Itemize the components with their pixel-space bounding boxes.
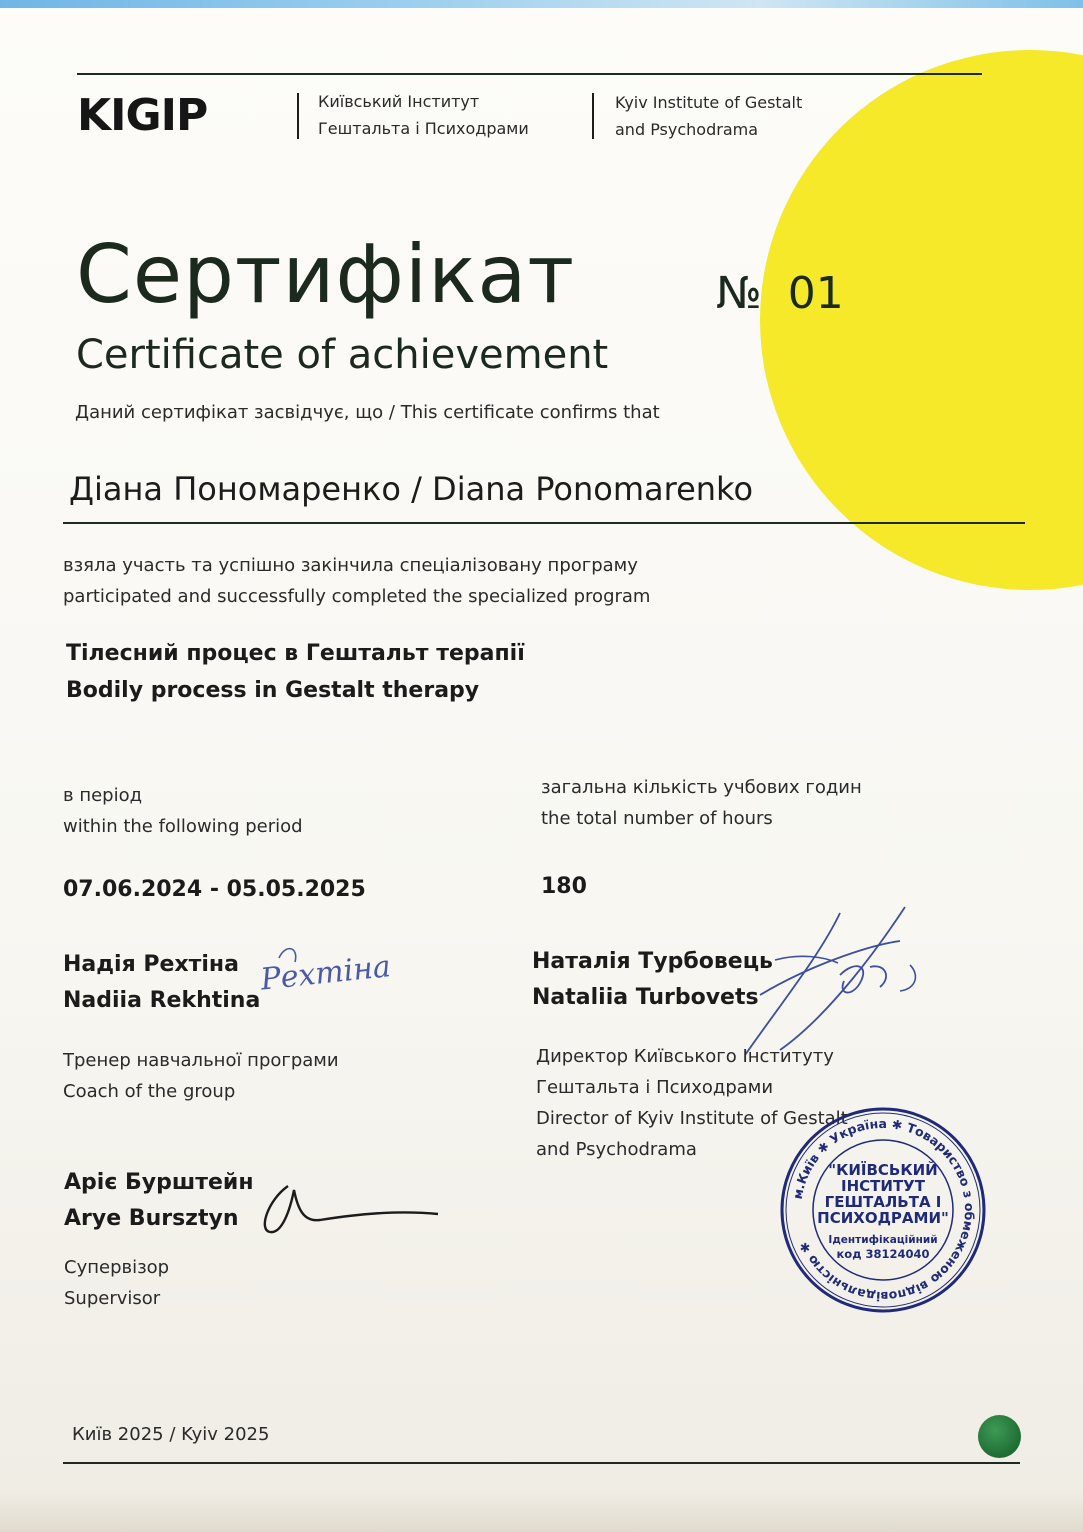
header-divider xyxy=(297,93,299,139)
recipient-name: Діана Пономаренко / Diana Ponomarenko xyxy=(69,470,754,508)
top-rule xyxy=(77,73,982,75)
number-value: 01 xyxy=(787,268,844,319)
scan-edge-top xyxy=(0,0,1083,8)
footer-city: Київ 2025 / Kyiv 2025 xyxy=(72,1424,270,1445)
official-stamp xyxy=(778,1105,988,1315)
certificate-title-en: Certificate of achievement xyxy=(76,332,609,378)
header-divider xyxy=(592,93,594,139)
kigip-logo: KIGIP xyxy=(77,90,208,141)
coach-role: Тренер навчальної програми Coach of the group xyxy=(63,1050,339,1102)
period-label-en: within the following period xyxy=(63,816,303,837)
stamp-center-line: "КИЇВСЬКИЙ xyxy=(828,1161,938,1179)
confirms-text: Даний сертифікат засвідчує, що / This certificate confirms that xyxy=(75,402,660,423)
program-title-ua: Тілесний процес в Гештальт терапії xyxy=(66,641,525,666)
director-role: Директор Київського Інституту Гештальта і Психодрами Director of Kyiv Institute of Gestalt and Psychodrama xyxy=(536,1046,848,1160)
supervisor-name xyxy=(64,1165,254,1237)
supervisor-role: Супервізор Supervisor xyxy=(64,1257,170,1309)
stamp-center-line: ІНСТИТУТ xyxy=(841,1177,925,1195)
director-name-en: Nataliia Turbovets xyxy=(532,985,759,1010)
hours-value: 180 xyxy=(541,874,587,899)
decorative-green-dot xyxy=(978,1415,1021,1458)
supervisor-name-ua: Аріє Бурштейн xyxy=(64,1170,254,1195)
completion-text xyxy=(63,550,650,612)
name-underline xyxy=(63,522,1025,524)
coach-signature xyxy=(255,940,435,1010)
certificate-title-ua: Сертифікат xyxy=(76,228,576,321)
bottom-rule xyxy=(63,1462,1020,1464)
supervisor-name-en: Arye Bursztyn xyxy=(64,1206,239,1231)
hours-label-ua: загальна кількість учбових годин xyxy=(541,777,862,798)
coach-name xyxy=(63,947,260,1019)
stamp-center-line: ПСИХОДРАМИ" xyxy=(817,1209,949,1227)
completion-text-en: participated and successfully completed the specialized program xyxy=(63,586,651,607)
certificate-number xyxy=(716,268,844,319)
coach-name-ua: Надія Рехтіна xyxy=(63,952,239,977)
coach-signature-text: Рехтіна xyxy=(258,949,393,998)
director-name-ua: Наталія Турбовець xyxy=(532,949,773,974)
supervisor-signature xyxy=(258,1180,448,1240)
hours-label-en: the total number of hours xyxy=(541,808,773,829)
number-sign: № xyxy=(716,268,762,319)
institute-name-ua: Київський Інститут Гештальта і Психодрами xyxy=(318,92,529,138)
period-value: 07.06.2024 - 05.05.2025 xyxy=(63,877,366,902)
hours-label xyxy=(541,772,862,834)
stamp-code: код 38124040 xyxy=(836,1247,930,1261)
coach-name-en: Nadiia Rekhtina xyxy=(63,988,261,1013)
stamp-code-label: Ідентифікаційний xyxy=(828,1234,938,1246)
period-label xyxy=(63,780,303,842)
completion-text-ua: взяла участь та успішно закінчила спеціалізовану програму xyxy=(63,555,638,576)
program-title-en: Bodily process in Gestalt therapy xyxy=(66,678,480,703)
stamp-ring-text: м.Київ ✱ Україна ✱ Товариство з обмеженою відповідальністю ✱ xyxy=(789,1115,978,1305)
stamp-center-line: ГЕШТАЛЬТА І xyxy=(824,1193,942,1211)
scan-edge-bottom xyxy=(0,1492,1083,1532)
decorative-yellow-circle xyxy=(760,50,1083,590)
institute-name-en: Kyiv Institute of Gestalt and Psychodrama xyxy=(615,93,803,139)
period-label-ua: в період xyxy=(63,785,143,806)
program-title xyxy=(66,635,525,709)
